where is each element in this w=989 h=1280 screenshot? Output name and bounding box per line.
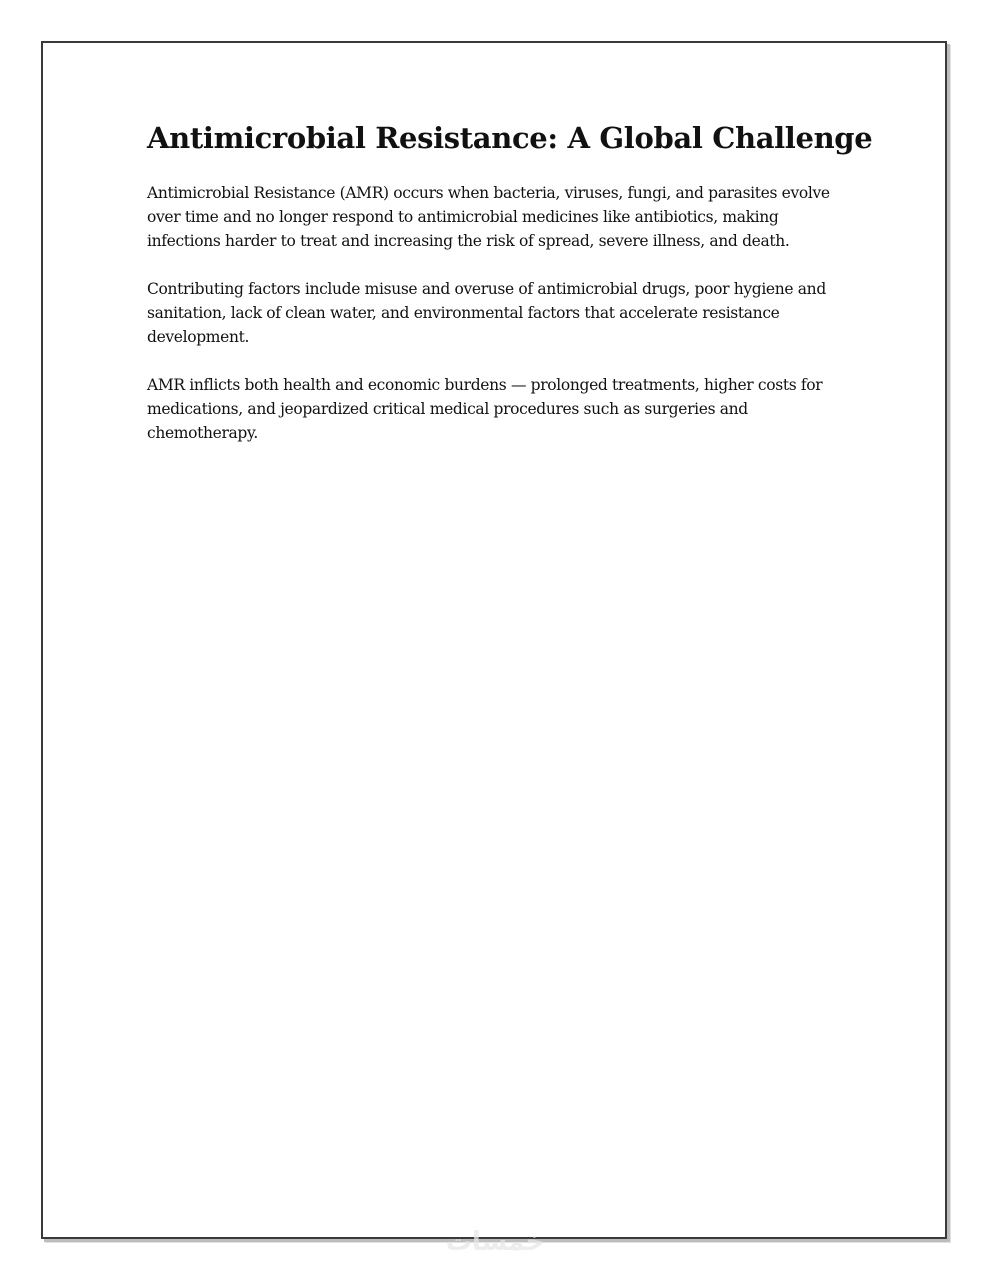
paragraph-burdens: AMR inflicts both health and economic burdens — prolonged treatments, higher costs for medications, and jeopardized critical medical procedures such as surgeries and chemotherapy. <box>147 376 823 442</box>
watermark-logo: خمسات <box>445 1227 545 1257</box>
paragraph-contributing-factors: Contributing factors include misuse and overuse of antimicrobial drugs, poor hygiene and sanitation, lack of clean water, and environmental factors that accelerate resistance development. <box>147 280 826 346</box>
document-page <box>41 41 947 1239</box>
paragraph-definition: Antimicrobial Resistance (AMR) occurs when bacteria, viruses, fungi, and parasites evolve over time and no longer respond to antimicrobial medicines like antibiotics, making infections harder to treat and increasing the risk of spread, severe illness, and death. <box>147 184 830 250</box>
document-title: Antimicrobial Resistance: A Global Challenge <box>147 121 873 155</box>
document-content <box>147 119 873 469</box>
